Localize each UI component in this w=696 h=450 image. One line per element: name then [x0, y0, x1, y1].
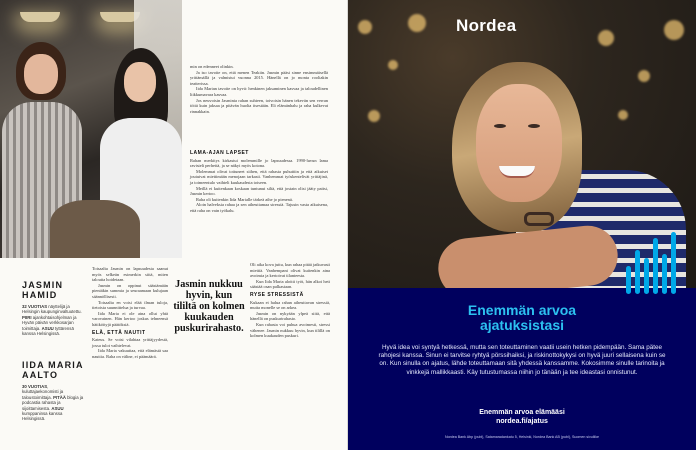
- paragraph: Molemmat olivat tottuneet siihen, että rahasta puhuttiin ja että aikuiset joutuivat miettimään menojaan tarkasti. Vanhemmat työskentelivät yrittäjinä, ja toimeentulo vaihteli kuukaudesta toiseen.: [190, 168, 328, 185]
- article-column-mid: [190, 148, 328, 214]
- paragraph: Oli aika kova juttu, kun rahaa pitää jatkuvasti miettiä. Vanhempani olivat kuitenkin aina avoimia ja kertoivat tilanteesta.: [250, 262, 330, 279]
- ad-legal-text: Nordea Bank Abp (publ), Satamaradankatu 5, Helsinki, Nordea Bank AB (publ), Suomen sivuliike: [444, 435, 599, 439]
- paragraph: Jasmin on oppinut säästämään pieniäkin summia ja seuraamaan kulujaan säännöllisesti.: [92, 282, 168, 299]
- nordea-logo: Nordea: [456, 16, 517, 35]
- article-column-top: [190, 64, 328, 114]
- paragraph: Raha oli kuitenkin Iida Marialle tärkeä aihe jo pienenä.: [196, 196, 293, 202]
- paragraph: Toisaalta en voisi elää ilman tuloja, tietoista suunnittelua ja turvaa.: [92, 299, 168, 311]
- accent-bars-graphic: [626, 224, 686, 294]
- paragraph: Aloin halveksia rahaa ja sen aiheuttamaa stressiä. Tajusin vasta aikuisena, että raha on vain työkalu.: [190, 202, 328, 213]
- paragraph: Meillä ei kuitenkaan koskaan tuntunut siltä, että jostain olisi jääty paitsi, Jasmin kertoo.: [190, 185, 328, 197]
- paragraph: Jos neuvoisin Jasminia rahan suhteen, toivoisin hänen tekevän sen verran töitä kuin jaksaa ja pitävän huolta itsestään. Eli elämänhalu ja raha kulkevat rinnakkain.: [190, 97, 328, 114]
- ad-headline: Enemmän arvoa ajatuksistasi: [467, 302, 577, 333]
- paragraph: Iida Marian tavoite on hyvä: henkinen jaksaminen kasvaa ja taloudellinen liikkumavara kasvaa.: [190, 86, 328, 97]
- paragraph: Kun rahasta voi puhua avoimesti, stressi vähenee. Jasmin nukkuu hyvin, kun tilillä on kolmen kuukauden puskuri.: [250, 321, 330, 339]
- article-photo: [0, 0, 182, 258]
- article-column-bottom-left: [92, 266, 168, 360]
- arm: [435, 223, 620, 288]
- ad-url-link[interactable]: nordea.fi/ajatus: [496, 418, 548, 425]
- section-heading: LAMA-AJAN LAPSET: [190, 150, 249, 156]
- paragraph: min on edenneet olinkin.: [190, 64, 234, 69]
- paragraph: Rahan merkitys kirkastui molemmille jo lapsuudessa. 1990-luvun lama ravisteli perheitä, ja se näkyi myös kotona.: [190, 157, 328, 169]
- bio-iida-maria: [22, 360, 84, 422]
- ad-call-to-action: Enemmän arvoa elämääsi nordea.fi/ajatus: [348, 408, 696, 426]
- paragraph: Ja iso tavoite on, että menen Teakiin. Jasmin pääsi sinne ensimmäisellä yrittämällä ja valmistui vuonna 2015. Hänellä on jo monta rooliakin teatterissa.: [190, 69, 328, 86]
- article-column-bottom-right: [250, 262, 330, 339]
- cafe-table: [50, 200, 140, 258]
- bracelet: [524, 212, 554, 226]
- bio-name: JASMIN HAMID: [22, 280, 64, 300]
- bio-text: 30 VUOTIAS, kuluttajaekonomisti ja taloustoimittaja. PITÄÄ blogia ja podcastia rahasta ja sijoittamisesta. ASUU kumppaninsa kanssa Helsingissä.: [22, 384, 84, 422]
- bio-text: 32 VUOTIAS näyttelijä ja Helsingin kaupunginvaltuutettu. PIIRI ajankohtaisohjelman ja Hyvän päivän verkkosarjan toimittaja. ASUU tyttärensä kanssa Helsingissä.: [22, 304, 82, 337]
- paragraph: Kateus. Se voisi vilahtaa yrittäjyydestä, jossa tulot vaihtelevat.: [92, 337, 168, 348]
- paragraph: Kun Iida Maria aloitti työt, hän alkoi heti säästää osan palkastaan.: [250, 278, 330, 290]
- paragraph: Jasmin on nykyään ylpeä siitä, että hänellä on puskurirahasto.: [250, 310, 330, 322]
- ad-body-text: Hyvä idea voi syntyä hetkessä, mutta sen toteuttaminen vaatii usein hetken pidempään. Sama pätee rahojesi kanssa. Sinun ei tarvitse ryhtyä pörssihaiksi, ja riskinottokykysi on hyvä juuri sellaisena kuin se on. Kun sinulla on ajatus, lähde toteuttamaan sitä yhdessä kanssamme. Kokosimme sinulle tarinoita ja vinkkejä mallikkaasti. Käy tutustumassa niihin jo tänään ja tee ideastasi onnistunut.: [378, 344, 666, 376]
- bio-name: IIDA MARIA AALTO: [22, 360, 84, 380]
- woman-face: [476, 84, 562, 202]
- pull-quote: Jasmin nukkuu hyvin, kun tililtä on kolmen kuukauden puskurirahasto.: [173, 279, 245, 334]
- section-heading: RYSE STRESSISTÄ: [250, 291, 304, 298]
- bio-jasmin: [22, 280, 84, 336]
- paragraph: Toisaalta Jasmin on lapsuudesta saanut myös selkeän esimerkin siitä, miten taloutta hoidetaan.: [92, 266, 168, 283]
- paragraph: Iida Maria ei ole aina ollut yhtä varovainen. Hän kertoo joskus tehneensä hätiköityjä päätöksiä.: [92, 310, 168, 327]
- nordea-advertisement: [348, 0, 696, 450]
- section-heading: ELÄ, ETTÄ NAUTIT: [92, 329, 146, 336]
- paragraph: Iida Maria vakuuttaa, että elämästä saa nauttia. Raha on väline, ei päämäärä.: [92, 348, 168, 359]
- ceiling-lamp: [20, 12, 60, 22]
- paragraph: Kukaan ei halua rahan aiheuttavan stressiä, mutta monelle se on arkea.: [250, 299, 330, 311]
